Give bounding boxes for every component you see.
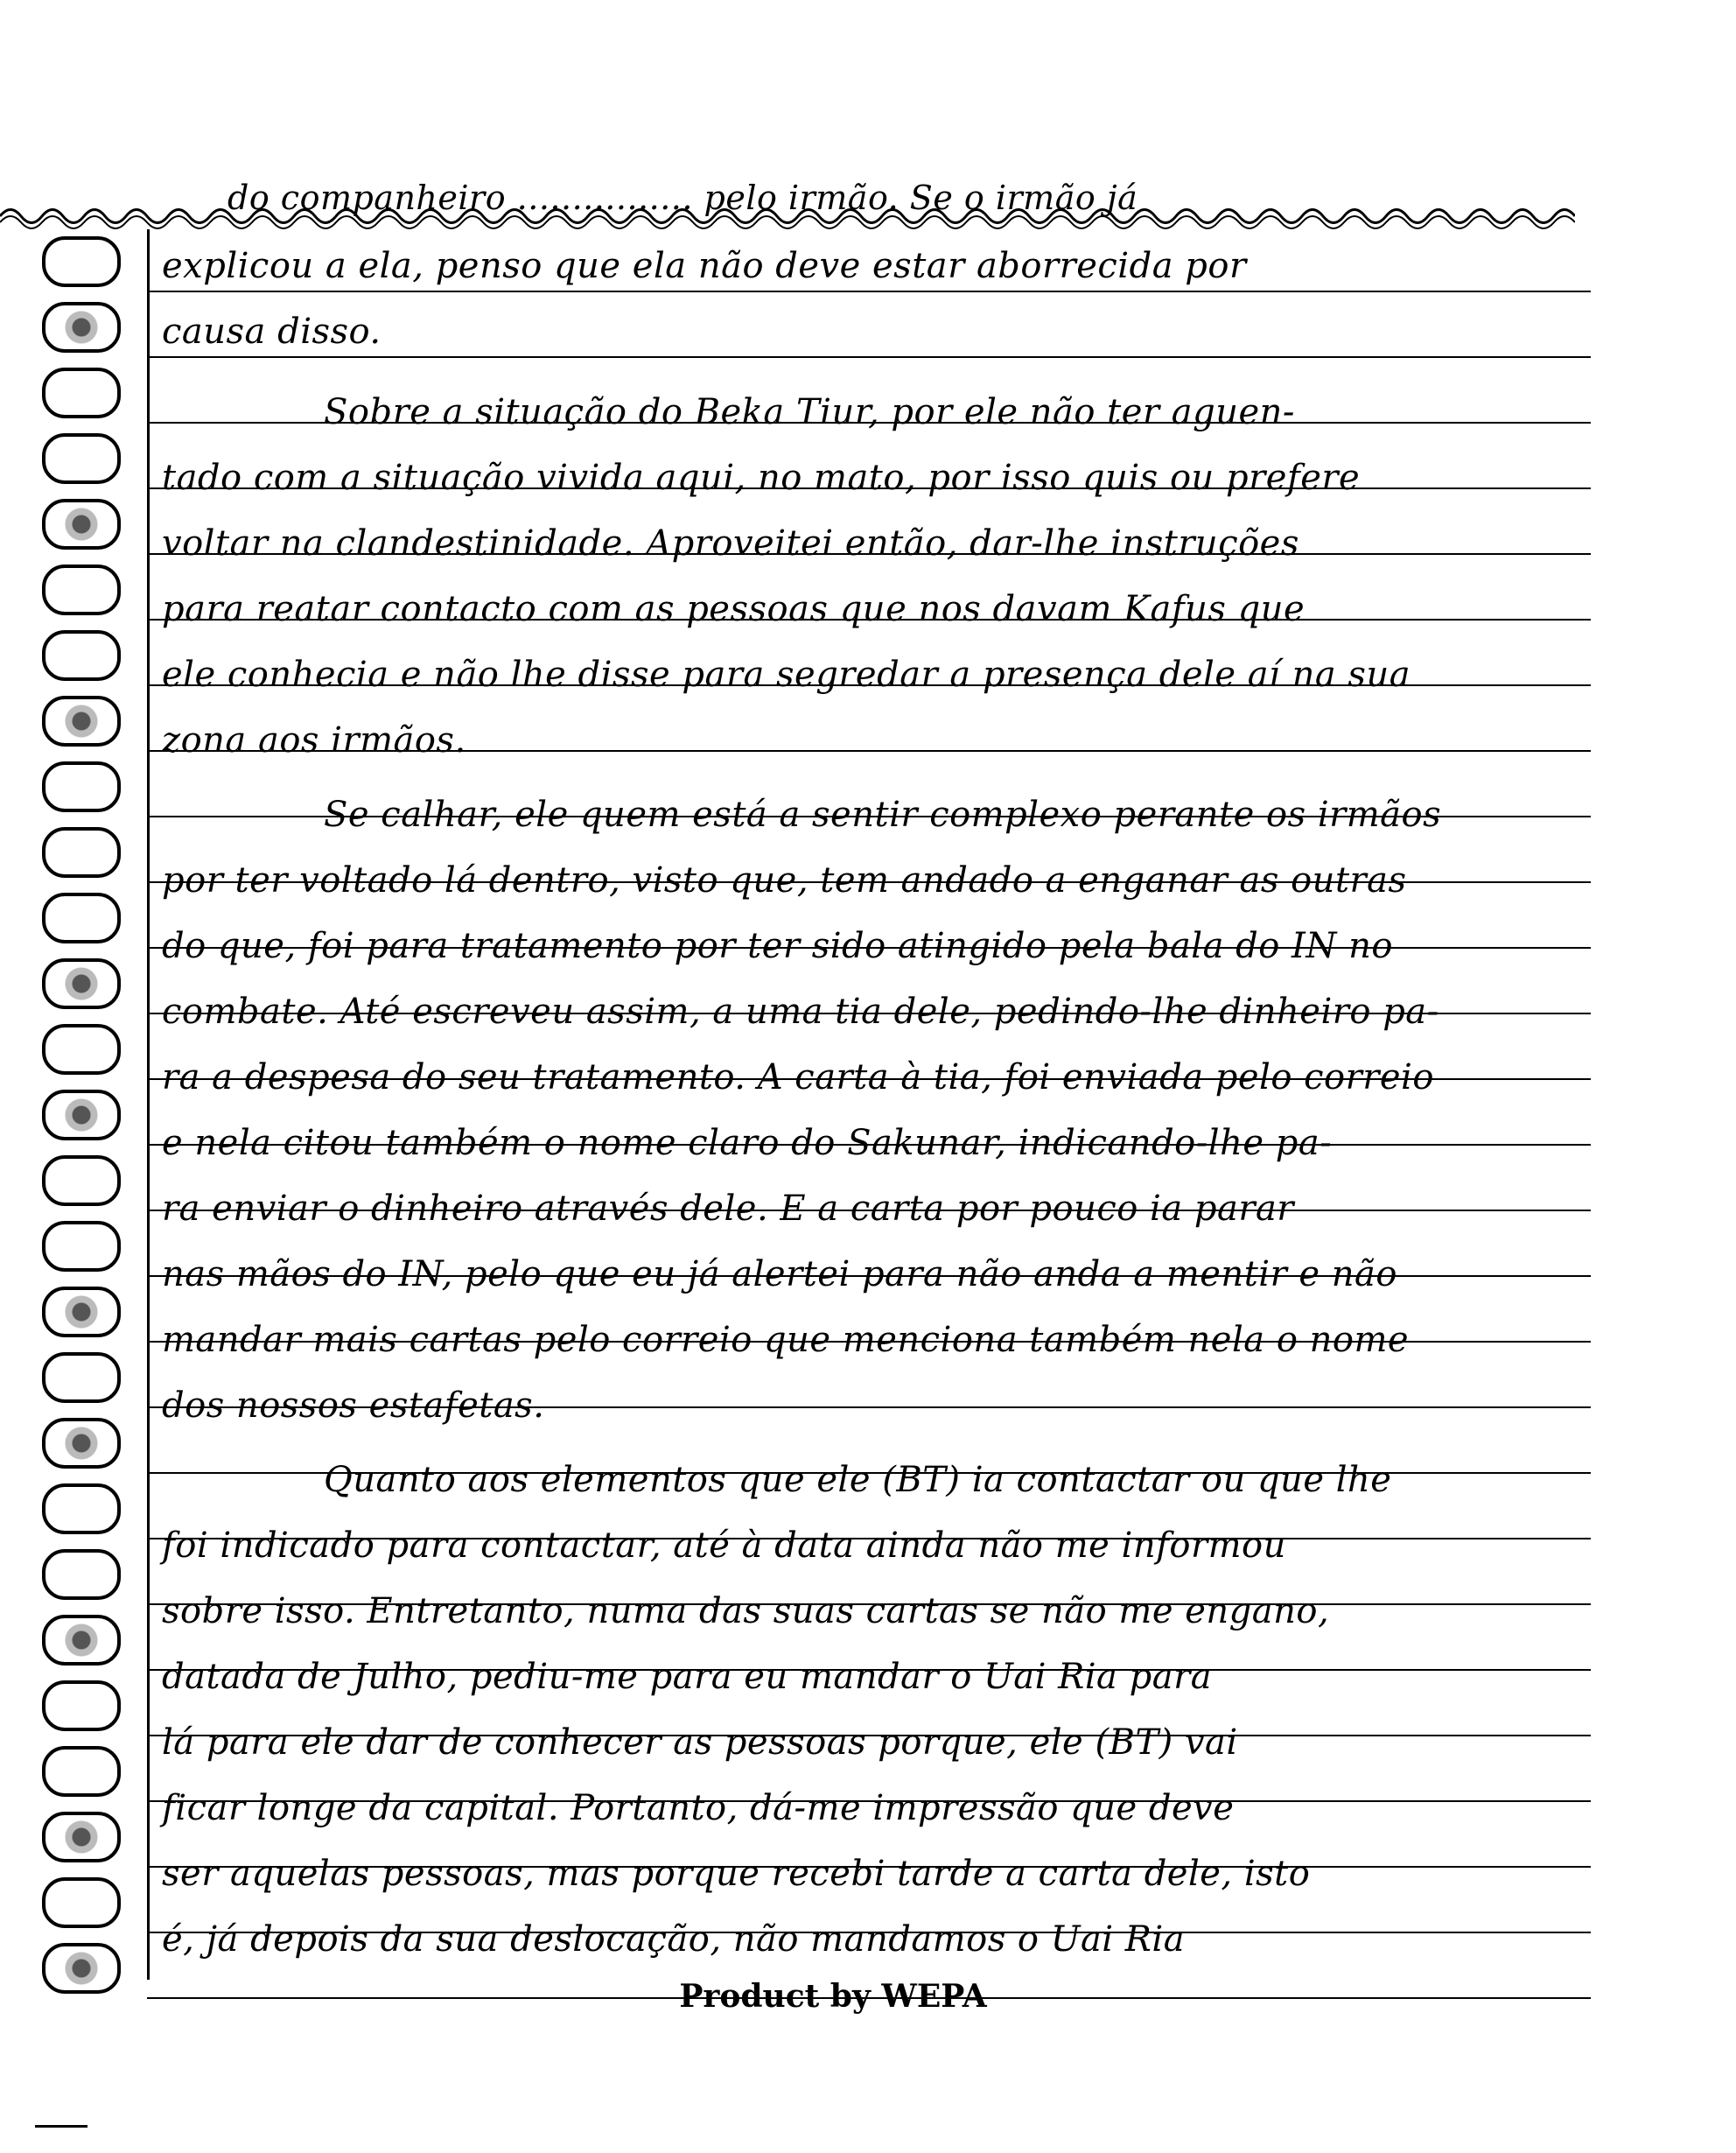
punch-hole [42,1155,121,1206]
punch-hole [42,433,121,484]
text-line: ra a despesa do seu tratamento. A carta à tia, foi enviada pelo correio [162,1057,1434,1098]
text-line: combate. Até escreveu assim, a uma tia dele, pedindo-lhe dinheiro pa- [162,992,1439,1032]
punch-hole [42,1483,121,1534]
text-line: ra enviar o dinheiro através dele. E a carta por pouco ia parar [162,1189,1294,1229]
punch-hole [42,761,121,812]
punch-hole [42,1812,121,1862]
text-line: lá para ele dar de conhecer as pessoas porque, ele (BT) vai [162,1722,1238,1763]
punch-hole [42,696,121,747]
text-line: Quanto aos elementos que ele (BT) ia contactar ou que lhe [324,1460,1392,1500]
punch-hole [42,893,121,943]
ruled-line [147,291,1591,292]
scan-edge-marks [0,2118,1736,2135]
margin-rule [147,229,150,1980]
text-line: e nela citou também o nome claro do Sakunar, indicando-lhe pa- [162,1123,1333,1163]
text-line: Sobre a situação do Beka Tiur, por ele não ter aguen- [324,392,1295,432]
punch-hole [42,630,121,681]
punch-hole [42,1680,121,1731]
footer-brand: Product by WEPA [679,1978,987,2015]
text-line: nas mãos do IN, pelo que eu já alertei para não anda a mentir e não [162,1254,1397,1294]
punch-hole [42,1877,121,1928]
text-line: foi indicado para contactar, até à data ainda não me informou [162,1525,1286,1566]
text-line: Se calhar, ele quem está a sentir complexo perante os irmãos [324,795,1442,835]
text-line: causa disso. [162,312,382,352]
punch-hole [42,1746,121,1797]
punch-hole [42,958,121,1009]
text-line: mandar mais cartas pelo correio que menciona também nela o nome [162,1320,1410,1360]
text-line: por ter voltado lá dentro, visto que, tem andado a enganar as outras [162,860,1407,901]
ruled-line [147,356,1591,358]
text-line: zona aos irmãos. [162,720,466,761]
text-line: voltar na clandestinidade. Aproveitei então, dar-lhe instruções [162,523,1299,564]
punch-hole [42,1090,121,1140]
text-line: para reatar contacto com as pessoas que nos davam Kafus que [162,589,1306,629]
text-line: datada de Julho, pediu-me para eu mandar o Uai Ria para [162,1657,1213,1697]
text-line: tado com a situação vivida aqui, no mato, por isso quis ou prefere [162,458,1361,498]
text-line: sobre isso. Entretanto, numa das suas cartas se não me engano, [162,1591,1330,1631]
scan-mark [35,2125,88,2128]
punch-hole [42,1287,121,1337]
text-line: é, já depois da sua deslocação, não mandamos o Uai Ria [162,1919,1186,1960]
punch-hole [42,827,121,878]
text-line: ser aquelas pessoas, mas porque recebi tarde a carta dele, isto [162,1854,1311,1894]
punch-hole [42,1418,121,1469]
header-partial-text: do companheiro ................ pelo irmão. Se o irmão já [228,179,1138,217]
punch-hole [42,1221,121,1272]
punch-hole [42,499,121,550]
text-line: explicou a ela, penso que ela não deve estar aborrecida por [162,246,1247,286]
punch-hole [42,236,121,287]
punch-hole [42,1024,121,1075]
text-line: do que, foi para tratamento por ter sido atingido pela bala do IN no [162,926,1393,966]
text-line: ficar longe da capital. Portanto, dá-me impressão que deve [162,1788,1235,1828]
punch-hole [42,565,121,615]
punch-hole [42,368,121,418]
punch-hole [42,1615,121,1666]
punch-hole [42,302,121,353]
punch-hole [42,1549,121,1600]
text-line: ele conhecia e não lhe disse para segredar a presença dele aí na sua [162,655,1411,695]
punch-hole [42,1352,121,1403]
text-line: dos nossos estafetas. [162,1385,545,1426]
